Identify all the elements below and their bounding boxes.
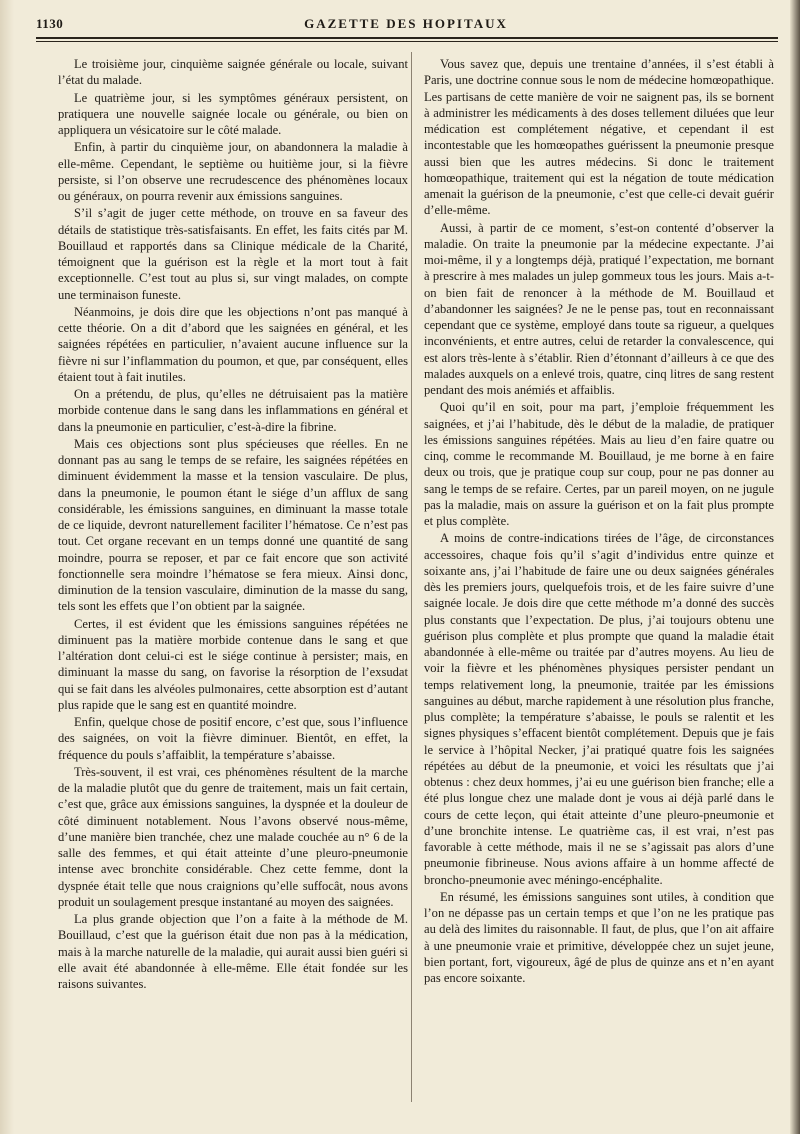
paragraph: Le quatrième jour, si les symptômes généraux persistent, on pratiquera une nouvelle saignée locale ou générale, ou bien on appliquera un vésicatoire sur le côté malade. <box>58 90 408 137</box>
paragraph: On a prétendu, de plus, qu’elles ne détruisaient pas la matière morbide contenue dans le sang dans les inflammations en général et dans la pneumonie en particulier, c’est-à-dire la fibrine. <box>58 387 408 434</box>
page-header <box>36 14 776 36</box>
paragraph: Enfin, quelque chose de positif encore, c’est que, sous l’influence des saignées, on voit la fièvre diminuer. Bientôt, en effet, la fréquence du pouls s’affaiblit, la température s’abaisse. <box>58 715 408 762</box>
page-edge-shadow <box>790 0 800 1134</box>
paragraph: A moins de contre-indications tirées de l’âge, de circonstances accessoires, chaque fois qu’il s’agit d’individus entre quinze et soixante ans, j’ai l’habitude de faire une ou deux saignées générales dès les premiers jours, quelquefois trois, et de les faire suivre d’une saignée locale. Je dois dire que cette méthode m’a donné des succès plus constants que l’expectation. De plus, j’ai toujours obtenu une guérison plus complète et plus prompte que quand la maladie était abandonnée à elle-même ou traitée par d’autres moyens. Au lieu de voir la fièvre et les phénomènes physiques persister pendant un temps relativement long, la pneumonie, traitée par les émissions sanguines au début, marche rapidement à une résolution plus franche, plus complète; la température s’abaisse, le pouls se ralentit et les signes physiques s’effacent bientôt complétement. Depuis que je fais le service à l’hôpital Necker, j’ai pratiqué quatre fois les saignées répétées au début de la pneumonie, et voici les résultats que j’ai obtenus : chez deux hommes, j’ai eu une guérison bien franche; elle a été plus longue chez une malade dont je vous ai déjà parlé dans le cours de cette leçon, qui était atteinte d’une pleuro-pneumonie et d’une bronchite intense. Le quatrième cas, il est vrai, n’est pas favorable à cette méthode, mais il ne se s’agissait pas alors d’une pneumonie fibrineuse. Nous avions affaire à un homme affecté de broncho-pneumonie avec méningo-encéphalite. <box>424 531 774 887</box>
paragraph: Mais ces objections sont plus spécieuses que réelles. En ne donnant pas au sang le temps de se refaire, les saignées répétées en diminuent évidemment la masse et la tension vasculaire. De plus, dans la pneumonie, le poumon étant le siége d’un afflux de sang considérable, les émissions sanguines, en diminuant la masse totale de ce liquide, devront naturellement faciliter l’hématose. Ce n’est pas tout. Cet organe recevant en un temps donné une quantité de sang moindre, pourra se reposer, et par ce fait encore que son activité fonctionnelle sera moindre l’hématose se fera mieux. Ainsi donc, diminution de la tension vasculaire, diminution de la masse du sang, tels sont les effets que l’on obtient par la saignée. <box>58 436 408 614</box>
paragraph: Néanmoins, je dois dire que les objections n’ont pas manqué à cette théorie. On a dit d’abord que les saignées en général, et les saignées répétées en particulier, n’avaient aucune influence sur la fièvre ni sur l’inflammation du poumon, et que, par conséquent, elles étaient tout à fait inutiles. <box>58 304 408 384</box>
paragraph: En résumé, les émissions sanguines sont utiles, à condition que l’on ne dépasse pas un certain temps et que l’on ne les pratique pas au delà des limites du raisonnable. Il faut, de plus, que l’on ait affaire à une pneumonie vraie et primitive, développée chez un sujet jeune, bien portant, fort, vigoureux, âgé de plus de quinze ans et n’en ayant pas encore soixante. <box>424 889 774 985</box>
column-divider <box>411 52 412 1102</box>
left-column <box>58 56 408 993</box>
paragraph: Le troisième jour, cinquième saignée générale ou locale, suivant l’état du malade. <box>58 57 408 88</box>
paragraph: Très-souvent, il est vrai, ces phénomènes résultent de la marche de la maladie plutôt que du genre de traitement, mais un fait certain, c’est que, grâce aux émissions sanguines, la dyspnée et la douleur de côté diminuent notablement. Nous l’avons observé nous-même, d’une manière bien tranchée, chez une malade couchée au n° 6 de la salle des femmes, et qui était atteinte d’une pleuro-pneumonie intense avec bronchite considérable. Chez cette femme, dont la dyspnée était telle que nous craignions qu’elle suffocât, nous avons produit un soulagement presque instantané au moyen des saignées. <box>58 764 408 909</box>
paragraph: Enfin, à partir du cinquième jour, on abandonnera la maladie à elle-même. Cependant, le septième ou huitième jour, si la fièvre persiste, si l’on observe une recrudescence des phénomènes locaux ou généraux, on pourra revenir aux émissions sanguines. <box>58 140 408 203</box>
paragraph: S’il s’agit de juger cette méthode, on trouve en sa faveur des détails de statistique très-satisfaisants. En effet, les faits cités par M. Bouillaud et rapportés dans sa Clinique médicale de la Charité, témoignent que la guérison est la règle et la mort tout à fait exceptionnelle. C’est tout au plus si, sur vingt malades, on compte une terminaison funeste. <box>58 206 408 302</box>
paragraph: La plus grande objection que l’on a faite à la méthode de M. Bouillaud, c’est que la guérison était due non pas à la médication, mais à la marche naturelle de la maladie, qui aurait aussi bien guéri si elle avait été abandonnée à elle-même. Elle était fondée sur les raisons suivantes. <box>58 912 408 991</box>
paragraph: Certes, il est évident que les émissions sanguines répétées ne diminuent pas la matière morbide contenue dans le sang et que l’altération dont celui-ci est le siége continue à persister; mais, en diminuant la masse du sang, on favorise la résorption de l’exsudat qui se fait dans les alvéoles pulmonaires, cette absorption est d’autant plus rapide que le sang est en quantité moindre. <box>58 616 408 712</box>
page-gutter-shadow <box>0 0 14 1134</box>
journal-title: GAZETTE DES HOPITAUX <box>304 16 508 31</box>
paragraph: Quoi qu’il en soit, pour ma part, j’emploie fréquemment les saignées, et j’ai l’habitude, dès le début de la maladie, de pratiquer les émissions sanguines répétées. Mais au lieu d’en faire quatre ou cinq, comme le recommande M. Bouillaud, je me borne à en faire deux ou trois, que je pratique coup sur coup, pour ne pas donner au sang le temps de se refaire. Certes, par un pareil moyen, on ne jugule pas la maladie, mais on assure la guérison et on la fait plus prompte et plus complète. <box>424 400 774 528</box>
right-column <box>424 56 774 987</box>
paragraph: Aussi, à partir de ce moment, s’est-on contenté d’observer la maladie. On traite la pneumonie par la médecine expectante. J’ai moi-même, il y a longtemps déjà, pratiqué l’expectation, me bornant à prescrire à mes malades un julep gommeux tous les jours. Mais a-t-on bien fait de renoncer à la méthode de M. Bouillaud et d’abandonner les saignées? Je ne le pense pas, tout en reconnaissant cependant que ce système, employé dans toute sa rigueur, a quelques inconvénients, et entre autres, celui de retarder la convalescence, qui est alors très-lente à s’établir. Rien d’étonnant d’ailleurs à ce que des malades auxquels on a enlevé trois, quatre, cinq litres de sang restent pendant des mois anémiés et affaiblis. <box>424 220 774 397</box>
page-number: 1130 <box>36 16 64 31</box>
paragraph: Vous savez que, depuis une trentaine d’années, il s’est établi à Paris, une doctrine connue sous le nom de médecine homœopathique. Les partisans de cette manière de voir ne saignent pas, ils se bornent à administrer les médicaments à des doses tellement diluées que leur médication est complétement négative, et cependant il est incontestable que les homœopathes guérissent la pneumonie presque aussi bien que les autres médecins. Si donc le traitement homœopathique, traitement qui est la négation de toute médication amenait la guérison de la pneumonie, c’est que celle-ci devait guérir d’elle-même. <box>424 57 774 218</box>
header-rule-thick <box>36 37 778 39</box>
header-rule-thin <box>36 41 778 42</box>
